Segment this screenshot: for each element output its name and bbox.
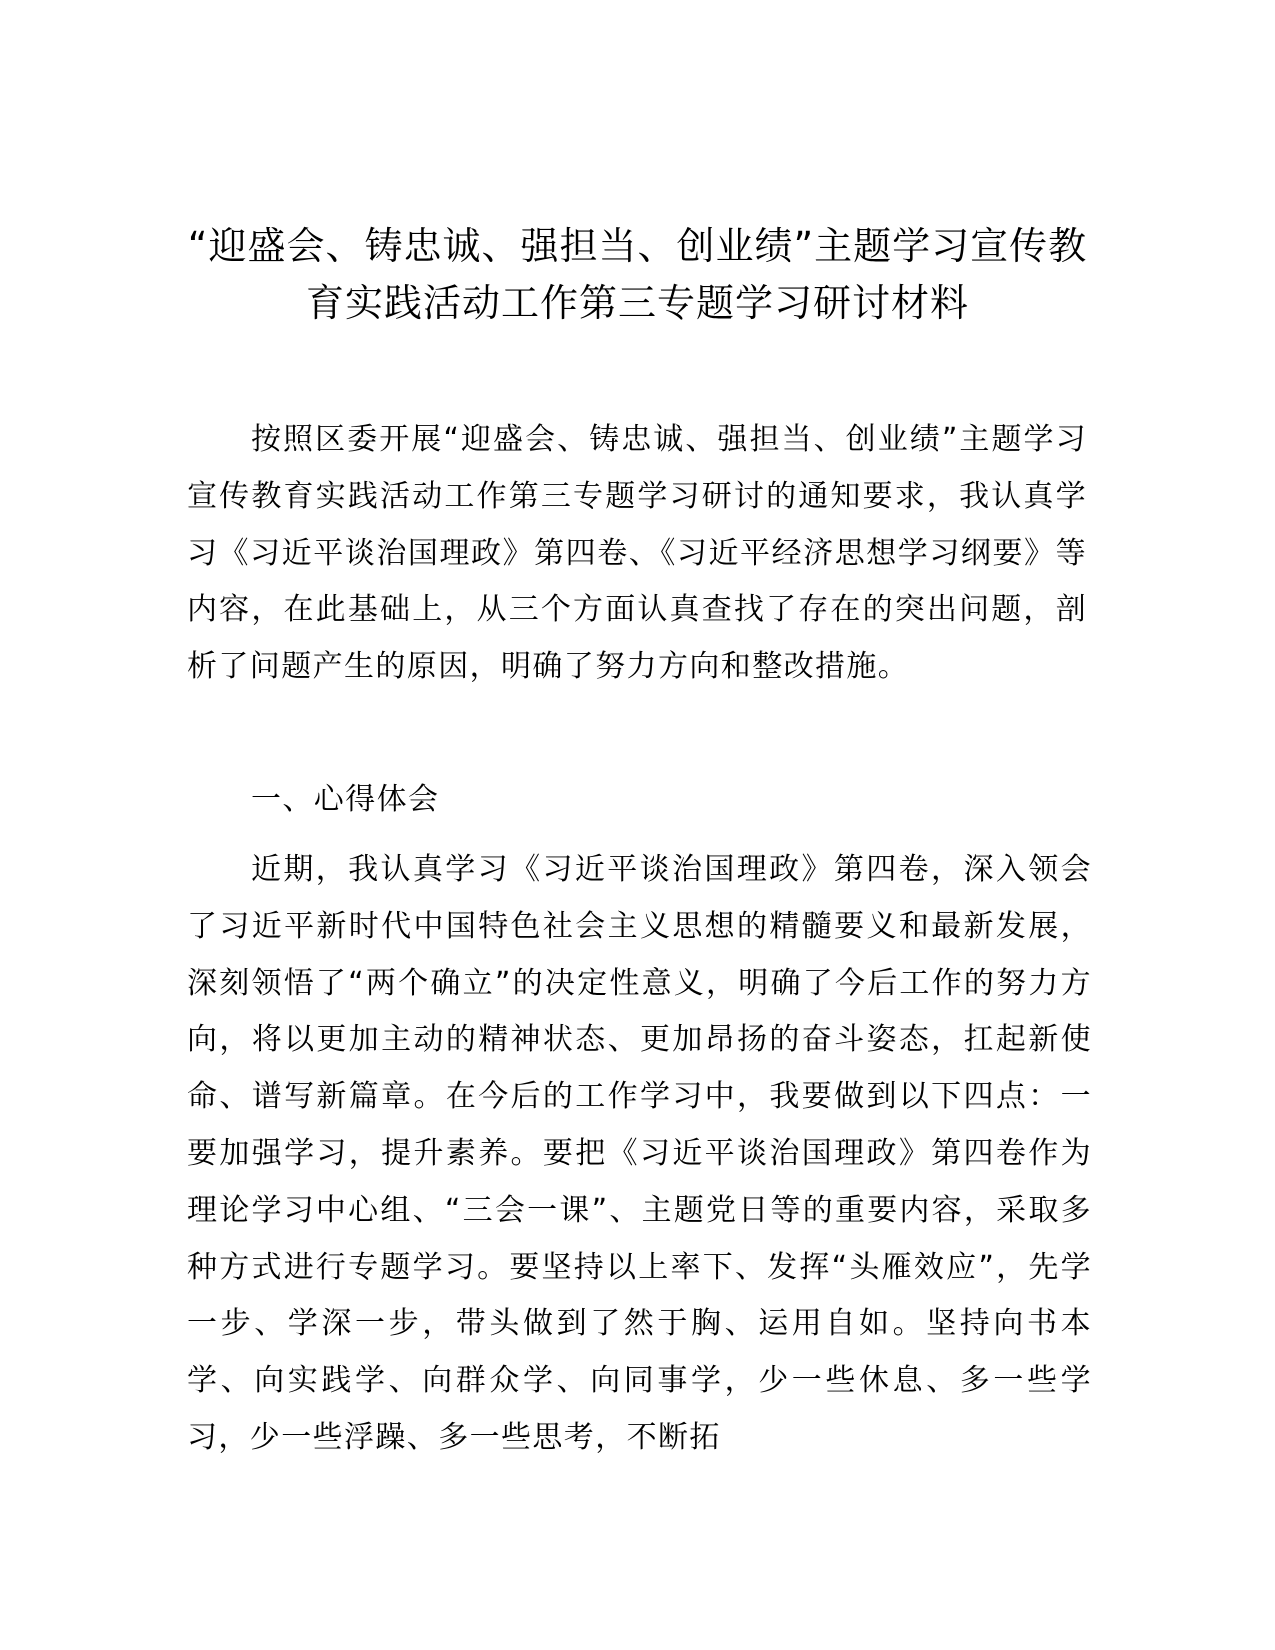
document-title: “迎盛会、铸忠诚、强担当、创业绩”主题学习宣传教育实践活动工作第三专题学习研讨材料 <box>187 224 1088 325</box>
intro-paragraph: 按照区委开展“迎盛会、铸忠诚、强担当、创业绩”主题学习宣传教育实践活动工作第三专题学习研讨的通知要求，我认真学习《习近平谈治国理政》第四卷、《习近平经济思想学习纲要》等内容，在此基础上，从三个方面认真查找了存在的突出问题，剖析了问题产生的原因，明确了努力方向和整改措施。 <box>187 422 1087 685</box>
body-paragraph: 近期，我认真学习《习近平谈治国理政》第四卷，深入领会了习近平新时代中国特色社会主义思想的精髓要义和最新发展，深刻领悟了“两个确立”的决定性意义，明确了今后工作的努力方向，将以更加主动的精神状态、更加昂扬的奋斗姿态，扛起新使命、谱写新篇章。在今后的工作学习中，我要做到以下四点：一要加强学习，提升素养。要把《习近平谈治国理政》第四卷作为理论学习中心组、“三会一课”、主题党日等的重要内容，采取多种方式进行专题学习。要坚持以上率下、发挥“头雁效应”，先学一步、学深一步，带头做到了然于胸、运用自如。坚持向书本学、向实践学、向群众学、向同事学，少一些休息、多一些学习，少一些浮躁、多一些思考，不断拓 <box>187 852 1092 1455</box>
section-heading: 一、心得体会 <box>251 782 440 817</box>
